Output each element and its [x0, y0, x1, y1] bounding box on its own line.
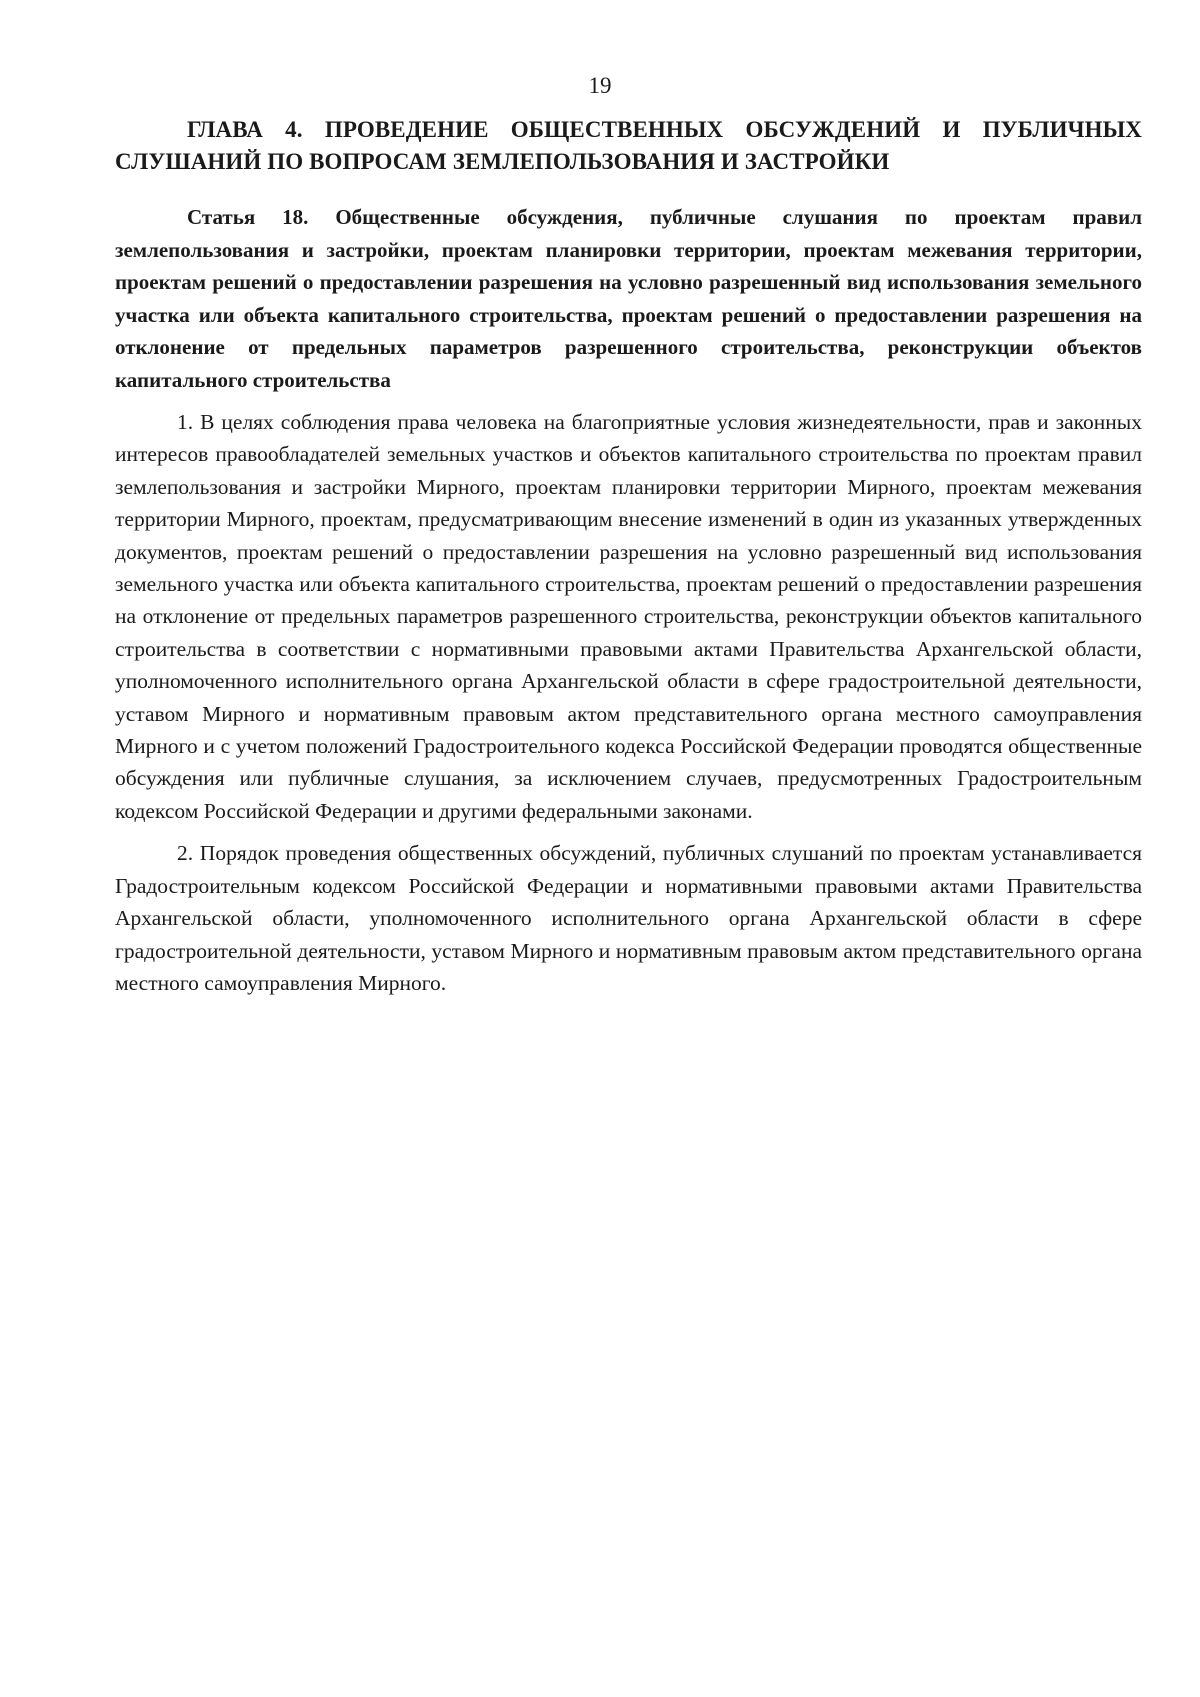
page-number: 19	[588, 73, 612, 98]
article-paragraph-2: 2. Порядок проведения общественных обсуждений, публичных слушаний по проектам устанавливается Градостроительным кодексом Российской Федерации и нормативными правовыми актами Правительства Архангельской области, уполномоченного исполнительного органа Архангельской области в сфере градостроительной деятельности, уставом Мирного и нормативным правовым актом представительного органа местного самоуправления Мирного.	[115, 841, 1142, 995]
document-body	[115, 114, 1142, 1009]
article-title: Статья 18. Общественные обсуждения, публичные слушания по проектам правил землепользования и застройки, проектам планировки территории, проектам межевания территории, проектам решений о предоставлении разрешения на условно разрешенный вид использования земельного участка или объекта капитального строительства, проектам решений о предоставлении разрешения на отклонение от предельных параметров разрешенного строительства, реконструкции объектов капитального строительства	[115, 205, 1142, 392]
article-paragraph-1: 1. В целях соблюдения права человека на благоприятные условия жизнедеятельности, прав и законных интересов правообладателей земельных участков и объектов капитального строительства по проектам правил землепользования и застройки Мирного, проектам планировки территории Мирного, проектам межевания территории Мирного, проектам, предусматривающим внесение изменений в один из указанных утвержденных документов, проектам решений о предоставлении разрешения на условно разрешенный вид использования земельного участка или объекта капитального строительства, проектам решений о предоставлении разрешения на отклонение от предельных параметров разрешенного строительства, реконструкции объектов капитального строительства в соответствии с нормативными правовыми актами Правительства Архангельской области, уполномоченного исполнительного органа Архангельской области в сфере градостроительной деятельности, уставом Мирного и нормативным правовым актом представительного органа местного самоуправления Мирного и с учетом положений Градостроительного кодекса Российской Федерации проводятся общественные обсуждения или публичные слушания, за исключением случаев, предусмотренных Градостроительным кодексом Российской Федерации и другими федеральными законами.	[115, 410, 1142, 823]
chapter-title: ГЛАВА 4. ПРОВЕДЕНИЕ ОБЩЕСТВЕННЫХ ОБСУЖДЕНИЙ И ПУБЛИЧНЫХ СЛУШАНИЙ ПО ВОПРОСАМ ЗЕМЛЕПОЛЬЗОВАНИЯ И ЗАСТРОЙКИ	[115, 117, 1142, 174]
